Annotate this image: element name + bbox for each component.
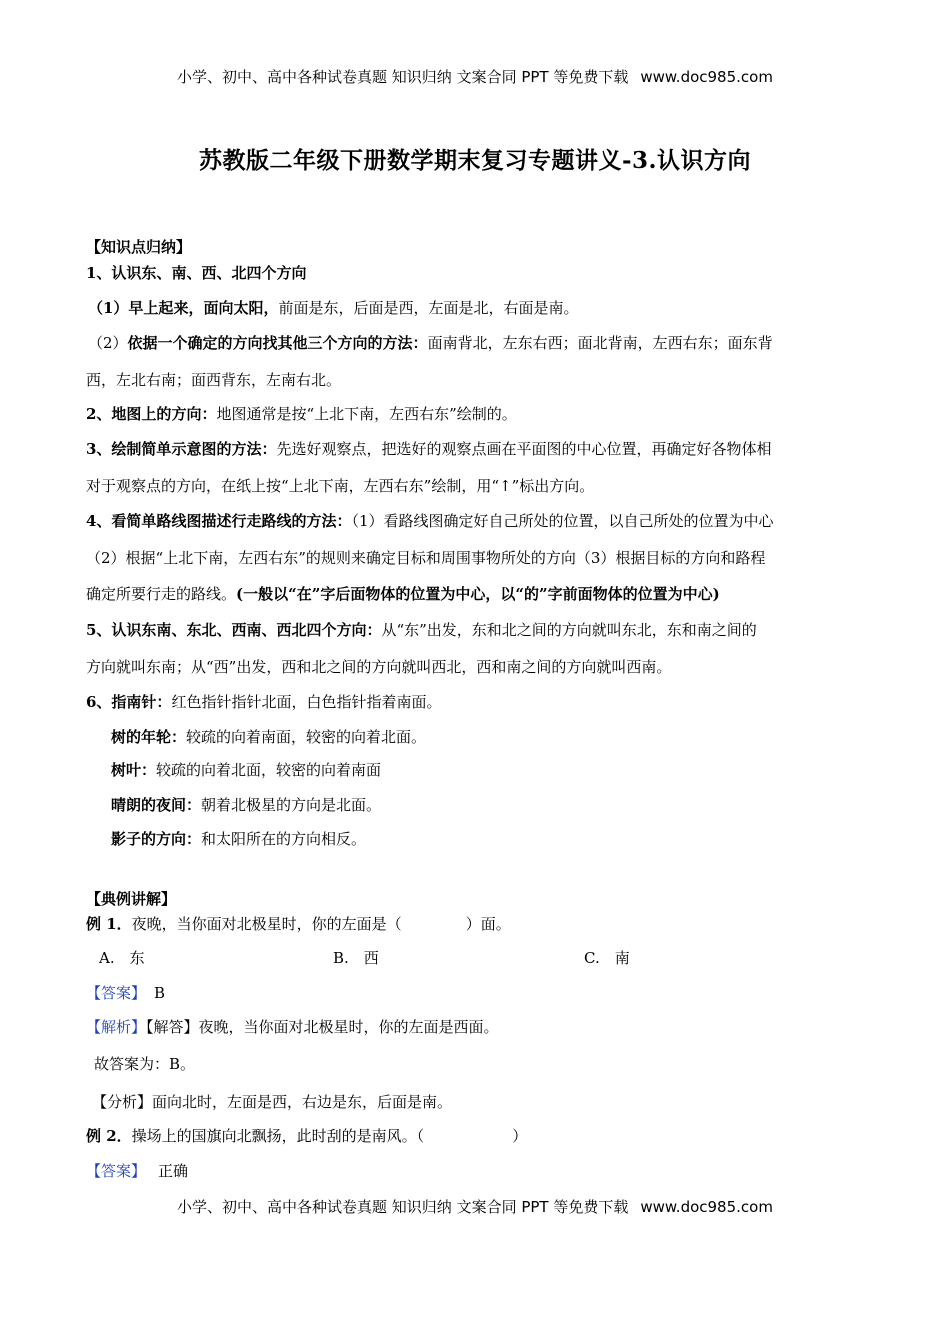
section-1-title: 1、认识东、南、西、北四个方向 — [86, 264, 307, 282]
section-1-point-1 — [88, 298, 578, 318]
point-text: 前面是东，后面是西，左面是北，右面是南。 — [278, 299, 579, 317]
point-text: 红色指针指针北面，白色指针指着南面。 — [171, 693, 442, 711]
question-tail: ） — [512, 1127, 528, 1145]
example-2-answer — [86, 1161, 188, 1181]
bold-note: (一般以“在”字后面物体的位置为中心，以“的”字前面物体的位置为中心) — [236, 585, 720, 603]
section-6-tree-rings — [111, 727, 426, 747]
knowledge-heading: 【知识点归纳】 — [86, 238, 192, 256]
bold-label: 依据一个确定的方向找其他三个方向的方法： — [127, 334, 428, 352]
point-text: 先选好观察点，把选好的观察点画在平面图的中心位置，再确定好各物体相 — [276, 440, 772, 458]
point-text: 较疏的向着南面，较密的向着北面。 — [186, 728, 427, 746]
explanation-text: 【解答】夜晚，当你面对北极星时，你的左面是西面。 — [146, 1018, 499, 1036]
example-1-analysis: 【分析】面向北时，左面是西，右边是东，后面是南。 — [92, 1093, 453, 1111]
section-5-cont: 方向就叫东南；从“西”出发，西和北之间的方向就叫西北，西和南之间的方向就叫西南。 — [86, 658, 672, 676]
point-text: 地图通常是按“上北下南，左西右东”绘制的。 — [216, 405, 517, 423]
point-text: 朝着北极星的方向是北面。 — [201, 796, 382, 814]
page-header — [0, 66, 950, 87]
example-2-question — [86, 1126, 527, 1146]
section-6-leaves — [111, 760, 381, 780]
question-text: 操场上的国旗向北飘扬，此时刮的是南风。（ — [131, 1127, 425, 1145]
section-5 — [86, 620, 757, 640]
bold-label: 6、指南针： — [86, 693, 172, 711]
bold-label: 树叶： — [111, 761, 157, 779]
point-text: 和太阳所在的方向相反。 — [201, 830, 367, 848]
explanation-label: 【解析】 — [86, 1018, 147, 1036]
page-footer — [0, 1196, 950, 1217]
footer-url[interactable]: www.doc985.com — [640, 1198, 773, 1216]
point-text: 面南背北，左东右西；面北背南，左西右东；面东背 — [427, 334, 773, 352]
question-text: 夜晚，当你面对北极星时，你的左面是（ — [131, 915, 402, 933]
section-3 — [86, 439, 771, 459]
example-label: 例 2． — [86, 1127, 132, 1145]
examples-heading: 【典例讲解】 — [86, 890, 177, 908]
document-title: 苏教版二年级下册数学期末复习专题讲义-3.认识方向 — [198, 147, 752, 174]
section-3-cont: 对于观察点的方向，在纸上按“上北下南，左西右东”绘制，用“↑”标出方向。 — [86, 477, 595, 495]
point-text: （1）看路线图确定好自己所处的位置，以自己所处的位置为中心 — [351, 512, 774, 530]
section-6-night — [111, 795, 381, 815]
example-1-option-b: B. 西 — [333, 949, 379, 967]
section-1-point-2 — [88, 333, 773, 353]
section-1-point-2-cont: 西，左北右南；面西背东，左南右北。 — [86, 371, 342, 389]
answer-label: 【答案】 — [86, 1162, 147, 1180]
bold-label: 树的年轮： — [111, 728, 187, 746]
section-2 — [86, 404, 517, 424]
point-prefix: （2） — [88, 334, 128, 352]
example-1-option-a: A. 东 — [99, 949, 145, 967]
example-1-question — [86, 914, 511, 934]
point-text: 较疏的向着北面，较密的向着南面 — [156, 761, 382, 779]
point-text: 确定所要行走的路线。 — [86, 585, 237, 603]
question-tail: ）面。 — [465, 915, 511, 933]
section-4-cont-1: （2）根据“上北下南，左西右东”的规则来确定目标和周围事物所处的方向（3）根据目标的方向和路程 — [86, 549, 766, 567]
header-text: 小学、初中、高中各种试卷真题 知识归纳 文案合同 PPT 等免费下载 — [177, 68, 629, 86]
answer-value: 正确 — [158, 1162, 189, 1180]
section-6-shadow — [111, 829, 366, 849]
bold-label: 晴朗的夜间： — [111, 796, 202, 814]
bold-label: 5、认识东南、东北、西南、西北四个方向： — [86, 621, 382, 639]
bold-label: （1）早上起来，面向太阳， — [88, 299, 279, 317]
bold-label: 3、绘制简单示意图的方法： — [86, 440, 277, 458]
answer-value: B — [154, 984, 166, 1002]
point-text: 从“东”出发，东和北之间的方向就叫东北，东和南之间的 — [381, 621, 757, 639]
bold-label: 影子的方向： — [111, 830, 202, 848]
example-label: 例 1． — [86, 915, 132, 933]
example-1-explanation — [86, 1017, 499, 1037]
footer-text: 小学、初中、高中各种试卷真题 知识归纳 文案合同 PPT 等免费下载 — [177, 1198, 629, 1216]
section-4 — [86, 511, 774, 531]
example-1-conclusion: 故答案为：B。 — [94, 1055, 196, 1073]
bold-label: 4、看简单路线图描述行走路线的方法： — [86, 512, 352, 530]
section-4-cont-2 — [86, 584, 720, 604]
example-1-option-c: C. 南 — [584, 949, 630, 967]
bold-label: 2、地图上的方向： — [86, 405, 217, 423]
answer-label: 【答案】 — [86, 984, 147, 1002]
example-1-answer — [86, 983, 165, 1003]
section-6 — [86, 692, 441, 712]
header-url[interactable]: www.doc985.com — [640, 68, 773, 86]
